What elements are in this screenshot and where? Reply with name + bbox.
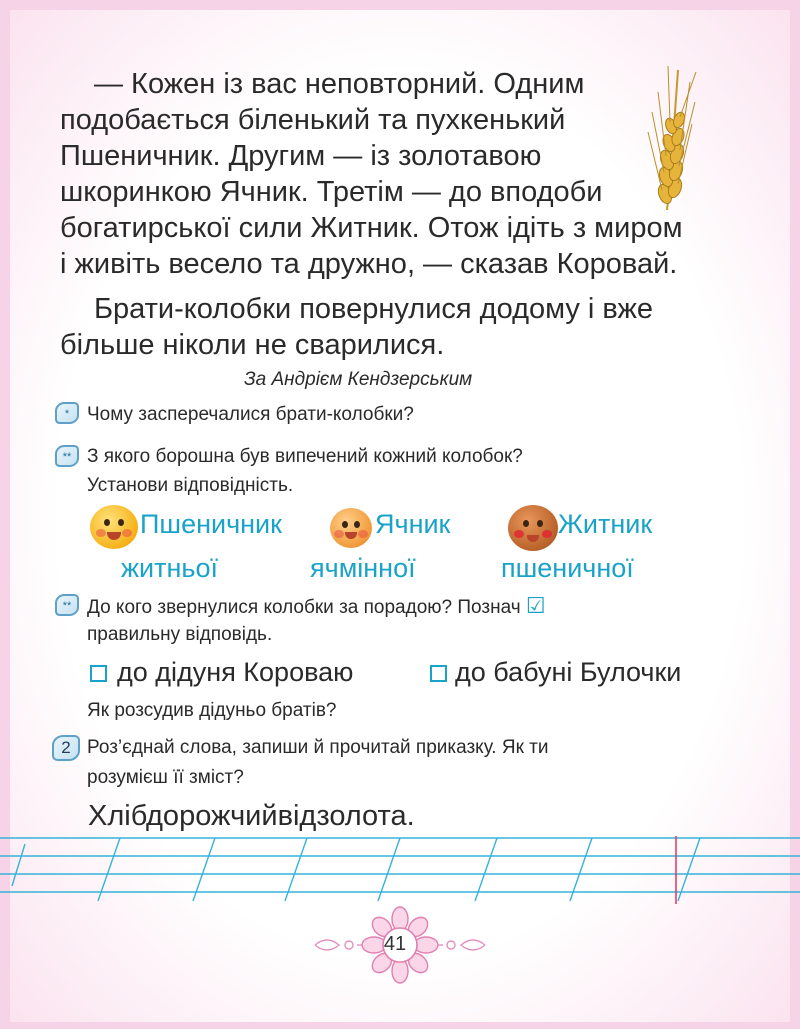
story-line-8: більше ніколи не сварилися.: [60, 329, 445, 361]
question-2-line-1: З якого борошна був випечений кожний колобок?: [87, 446, 523, 467]
answer-option-2-label: до бабуні Булочки: [455, 657, 682, 687]
story-line-4: шкоринкою Ячник. Третім — до вподоби: [60, 176, 603, 208]
answer-option-1[interactable]: [90, 657, 353, 688]
story-line-7: Брати-колобки повернулися додому і вже: [94, 293, 654, 325]
question-3-line-1: [87, 591, 546, 622]
flour-option-1: житньої: [121, 553, 219, 583]
difficulty-marker-3: **: [55, 594, 79, 616]
flour-option-2: ячмінної: [310, 553, 416, 583]
bun-face-icon: [330, 508, 372, 548]
story-line-6: і живіть весело та дружно, — сказав Коровай.: [60, 248, 678, 280]
answer-checkbox-2[interactable]: [430, 665, 447, 682]
task-2-line-2: розумієш її зміст?: [87, 767, 244, 788]
question-2-line-2: Установи відповідність.: [87, 475, 294, 496]
question-3-line-2: правильну відповідь.: [87, 624, 273, 645]
bun-face-icon: [90, 505, 138, 549]
bun-name-1: Пшеничник: [140, 509, 282, 539]
difficulty-marker-2: **: [55, 445, 79, 467]
wheat-ear-icon: [640, 62, 700, 212]
story-author: За Андрієм Кендзерським: [244, 369, 473, 390]
question-3-followup: Як розсудив дідуньо братів?: [87, 700, 337, 721]
answer-checkbox-1[interactable]: [90, 665, 107, 682]
writing-lines[interactable]: [0, 830, 800, 910]
answer-option-1-label: до дідуня Короваю: [117, 657, 354, 687]
answer-option-2[interactable]: [430, 657, 681, 688]
question-1-text: Чому засперечалися брати-колобки?: [87, 404, 414, 425]
proverb-text: Хлібдорожчийвідзолота.: [88, 800, 415, 832]
bun-name-3: Житник: [558, 509, 653, 539]
difficulty-marker-1: *: [55, 402, 79, 424]
story-line-2: подобається біленький та пухкенький: [60, 104, 566, 136]
story-line-3: Пшеничник. Другим — із золотавою: [60, 140, 542, 172]
question-3-line-1-text: До кого звернулися колобки за порадою? Познач: [87, 597, 521, 618]
check-sample-icon: ☑: [525, 593, 546, 618]
flour-option-3: пшеничної: [501, 553, 634, 583]
bun-face-icon: [508, 505, 558, 551]
story-line-1: — Кожен із вас неповторний. Одним: [94, 68, 585, 100]
page-number: 41: [383, 933, 407, 955]
bun-name-2: Ячник: [375, 509, 451, 539]
task-number-marker: 2: [52, 735, 80, 761]
task-2-line-1: Роз’єднай слова, запиши й прочитай приказку. Як ти: [87, 737, 549, 758]
story-line-5: богатирської сили Житник. Отож ідіть з миром: [60, 212, 683, 244]
